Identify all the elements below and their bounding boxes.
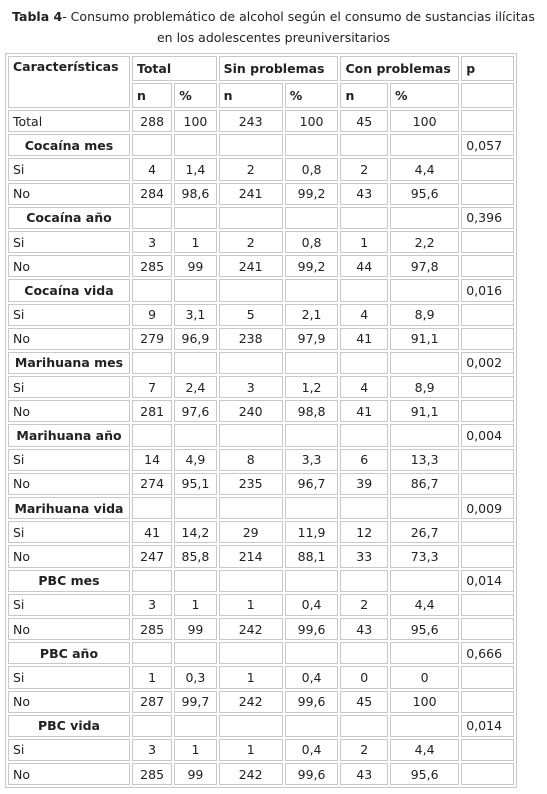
data-row: [8, 255, 514, 277]
p-blank: [461, 110, 514, 132]
total-n: 288: [132, 110, 172, 132]
empty-cell: [219, 134, 283, 156]
empty-cell: [340, 570, 388, 592]
empty-cell: [174, 570, 216, 592]
section-title: Marihuana vida: [8, 497, 130, 519]
p-blank: [461, 666, 514, 688]
row-label: No: [8, 691, 130, 713]
con-pct: 26,7: [390, 521, 459, 543]
data-row: [8, 231, 514, 253]
header-caracteristicas: Características: [8, 56, 130, 108]
sin-pct: 0,4: [285, 739, 339, 761]
p-blank: [461, 521, 514, 543]
sin-pct: 0,8: [285, 231, 339, 253]
empty-cell: [132, 570, 172, 592]
table-caption: [0, 0, 547, 48]
sin-n: 1: [219, 666, 283, 688]
p-value: 0,002: [461, 352, 514, 374]
sin-n: 241: [219, 183, 283, 205]
data-row: [8, 449, 514, 471]
total-pct: 4,9: [174, 449, 216, 471]
total-pct: 1: [174, 594, 216, 616]
data-row: [8, 376, 514, 398]
empty-cell: [132, 497, 172, 519]
total-n: 285: [132, 618, 172, 640]
con-n: 6: [340, 449, 388, 471]
total-n: 3: [132, 594, 172, 616]
sin-pct: 0,8: [285, 158, 339, 180]
header-con-n: n: [340, 83, 388, 108]
data-row: [8, 400, 514, 422]
data-row: [8, 618, 514, 640]
p-value: 0,016: [461, 279, 514, 301]
empty-cell: [390, 424, 459, 446]
total-n: 41: [132, 521, 172, 543]
total-pct: 98,6: [174, 183, 216, 205]
header-sin-problemas: Sin problemas: [219, 56, 339, 81]
total-pct: 96,9: [174, 328, 216, 350]
sin-pct: 97,9: [285, 328, 339, 350]
p-blank: [461, 739, 514, 761]
sin-pct: 88,1: [285, 545, 339, 567]
sin-n: 1: [219, 739, 283, 761]
empty-cell: [285, 424, 339, 446]
sin-n: 241: [219, 255, 283, 277]
row-label: No: [8, 328, 130, 350]
sin-pct: 3,3: [285, 449, 339, 471]
empty-cell: [340, 134, 388, 156]
con-n: 45: [340, 110, 388, 132]
empty-cell: [174, 715, 216, 737]
empty-cell: [285, 279, 339, 301]
empty-cell: [340, 352, 388, 374]
caption-line-2: en los adolescentes preuniversitarios: [156, 30, 391, 45]
total-pct: 95,1: [174, 473, 216, 495]
row-label: No: [8, 763, 130, 785]
row-label: Si: [8, 231, 130, 253]
empty-cell: [285, 715, 339, 737]
empty-cell: [340, 207, 388, 229]
header-row-1: [8, 56, 514, 81]
sin-pct: 99,6: [285, 763, 339, 785]
sin-pct: 96,7: [285, 473, 339, 495]
section-title: Cocaína vida: [8, 279, 130, 301]
p-value: 0,396: [461, 207, 514, 229]
empty-cell: [285, 352, 339, 374]
con-n: 2: [340, 158, 388, 180]
sin-pct: 99,6: [285, 618, 339, 640]
p-blank: [461, 473, 514, 495]
empty-cell: [132, 134, 172, 156]
header-p: p: [461, 56, 514, 81]
sin-n: 242: [219, 691, 283, 713]
sin-n: 242: [219, 618, 283, 640]
row-label: Si: [8, 594, 130, 616]
section-row: [8, 279, 514, 301]
total-n: 3: [132, 739, 172, 761]
row-label: No: [8, 473, 130, 495]
empty-cell: [340, 715, 388, 737]
total-pct: 85,8: [174, 545, 216, 567]
header-total-n: n: [132, 83, 172, 108]
section-title: Marihuana mes: [8, 352, 130, 374]
sin-n: 214: [219, 545, 283, 567]
con-pct: 4,4: [390, 158, 459, 180]
empty-cell: [285, 642, 339, 664]
p-blank: [461, 304, 514, 326]
row-label: No: [8, 618, 130, 640]
total-pct: 1: [174, 231, 216, 253]
empty-cell: [390, 207, 459, 229]
total-pct: 99: [174, 618, 216, 640]
header-total: Total: [132, 56, 217, 81]
empty-cell: [132, 642, 172, 664]
row-label: No: [8, 183, 130, 205]
con-n: 43: [340, 183, 388, 205]
sin-pct: 99,6: [285, 691, 339, 713]
p-blank: [461, 158, 514, 180]
p-blank: [461, 183, 514, 205]
con-pct: 97,8: [390, 255, 459, 277]
total-pct: 97,6: [174, 400, 216, 422]
header-con-problemas: Con problemas: [340, 56, 459, 81]
con-pct: 91,1: [390, 400, 459, 422]
empty-cell: [219, 715, 283, 737]
empty-cell: [132, 424, 172, 446]
data-table: [5, 53, 517, 788]
con-n: 2: [340, 594, 388, 616]
sin-pct: 11,9: [285, 521, 339, 543]
con-n: 0: [340, 666, 388, 688]
empty-cell: [174, 207, 216, 229]
empty-cell: [285, 207, 339, 229]
con-pct: 8,9: [390, 304, 459, 326]
sin-n: 29: [219, 521, 283, 543]
con-n: 41: [340, 400, 388, 422]
con-n: 33: [340, 545, 388, 567]
empty-cell: [174, 642, 216, 664]
con-n: 43: [340, 618, 388, 640]
section-row: [8, 497, 514, 519]
data-row: [8, 521, 514, 543]
total-n: 14: [132, 449, 172, 471]
row-label: Si: [8, 158, 130, 180]
sin-pct: 2,1: [285, 304, 339, 326]
sin-pct: 99,2: [285, 183, 339, 205]
section-title: PBC mes: [8, 570, 130, 592]
p-value: 0,004: [461, 424, 514, 446]
sin-pct: 98,8: [285, 400, 339, 422]
total-pct: 99: [174, 763, 216, 785]
total-pct: 1,4: [174, 158, 216, 180]
sin-n: 2: [219, 231, 283, 253]
sin-pct: 0,4: [285, 666, 339, 688]
total-n: 287: [132, 691, 172, 713]
section-row: [8, 207, 514, 229]
con-pct: 100: [390, 110, 459, 132]
p-blank: [461, 545, 514, 567]
row-label: Si: [8, 304, 130, 326]
row-label: Si: [8, 666, 130, 688]
header-con-pct: %: [390, 83, 459, 108]
section-title: Cocaína mes: [8, 134, 130, 156]
con-n: 4: [340, 376, 388, 398]
empty-cell: [219, 424, 283, 446]
empty-cell: [219, 497, 283, 519]
data-row: [8, 666, 514, 688]
row-label: Si: [8, 376, 130, 398]
sin-n: 8: [219, 449, 283, 471]
total-n: 281: [132, 400, 172, 422]
total-n: 284: [132, 183, 172, 205]
con-n: 2: [340, 739, 388, 761]
p-blank: [461, 328, 514, 350]
empty-cell: [390, 352, 459, 374]
total-n: 274: [132, 473, 172, 495]
total-label: Total: [8, 110, 130, 132]
sin-pct: 0,4: [285, 594, 339, 616]
total-n: 285: [132, 763, 172, 785]
sin-pct: 99,2: [285, 255, 339, 277]
con-n: 44: [340, 255, 388, 277]
p-value: 0,014: [461, 715, 514, 737]
con-pct: 4,4: [390, 594, 459, 616]
con-pct: 95,6: [390, 183, 459, 205]
sin-n: 3: [219, 376, 283, 398]
total-pct: 0,3: [174, 666, 216, 688]
total-n: 279: [132, 328, 172, 350]
data-row: [8, 594, 514, 616]
data-row: [8, 158, 514, 180]
sin-n: 243: [219, 110, 283, 132]
section-row: [8, 352, 514, 374]
header-sin-n: n: [219, 83, 283, 108]
data-row: [8, 763, 514, 785]
empty-cell: [340, 279, 388, 301]
sin-n: 2: [219, 158, 283, 180]
p-blank: [461, 400, 514, 422]
header-sin-pct: %: [285, 83, 339, 108]
empty-cell: [390, 279, 459, 301]
empty-cell: [340, 424, 388, 446]
empty-cell: [285, 134, 339, 156]
section-title: PBC año: [8, 642, 130, 664]
section-title: Cocaína año: [8, 207, 130, 229]
p-blank: [461, 231, 514, 253]
empty-cell: [285, 570, 339, 592]
con-pct: 2,2: [390, 231, 459, 253]
section-row: [8, 424, 514, 446]
con-n: 39: [340, 473, 388, 495]
empty-cell: [174, 134, 216, 156]
p-blank: [461, 691, 514, 713]
p-value: 0,009: [461, 497, 514, 519]
empty-cell: [390, 134, 459, 156]
data-row: [8, 473, 514, 495]
caption-line-1: [0, 6, 547, 27]
con-pct: 95,6: [390, 618, 459, 640]
total-pct: 100: [174, 110, 216, 132]
row-label: Si: [8, 521, 130, 543]
total-n: 7: [132, 376, 172, 398]
empty-cell: [174, 497, 216, 519]
total-pct: 1: [174, 739, 216, 761]
con-n: 41: [340, 328, 388, 350]
empty-cell: [219, 352, 283, 374]
empty-cell: [219, 207, 283, 229]
p-blank: [461, 618, 514, 640]
row-label: Si: [8, 449, 130, 471]
con-pct: 0: [390, 666, 459, 688]
p-blank: [461, 449, 514, 471]
section-row: [8, 642, 514, 664]
con-n: 12: [340, 521, 388, 543]
con-pct: 100: [390, 691, 459, 713]
empty-cell: [219, 279, 283, 301]
total-n: 247: [132, 545, 172, 567]
header-p-blank: [461, 83, 514, 108]
empty-cell: [174, 279, 216, 301]
sin-n: 5: [219, 304, 283, 326]
p-value: 0,014: [461, 570, 514, 592]
section-row: [8, 134, 514, 156]
total-pct: 99: [174, 255, 216, 277]
sin-pct: 100: [285, 110, 339, 132]
empty-cell: [390, 715, 459, 737]
sin-n: 242: [219, 763, 283, 785]
data-row: [8, 691, 514, 713]
header-total-pct: %: [174, 83, 216, 108]
empty-cell: [390, 642, 459, 664]
total-n: 285: [132, 255, 172, 277]
total-pct: 3,1: [174, 304, 216, 326]
con-n: 1: [340, 231, 388, 253]
section-row: [8, 715, 514, 737]
con-pct: 91,1: [390, 328, 459, 350]
empty-cell: [390, 570, 459, 592]
con-pct: 95,6: [390, 763, 459, 785]
caption-label: Tabla 4: [12, 9, 63, 24]
section-title: PBC vida: [8, 715, 130, 737]
data-row: [8, 328, 514, 350]
total-pct: 2,4: [174, 376, 216, 398]
row-label: No: [8, 255, 130, 277]
p-value: 0,666: [461, 642, 514, 664]
con-pct: 4,4: [390, 739, 459, 761]
total-pct: 99,7: [174, 691, 216, 713]
empty-cell: [132, 279, 172, 301]
data-row: [8, 183, 514, 205]
con-n: 4: [340, 304, 388, 326]
total-n: 1: [132, 666, 172, 688]
p-value: 0,057: [461, 134, 514, 156]
total-n: 3: [132, 231, 172, 253]
empty-cell: [132, 352, 172, 374]
con-pct: 8,9: [390, 376, 459, 398]
row-label: Si: [8, 739, 130, 761]
data-row: [8, 739, 514, 761]
data-row: [8, 545, 514, 567]
total-row: [8, 110, 514, 132]
data-row: [8, 304, 514, 326]
con-pct: 73,3: [390, 545, 459, 567]
section-title: Marihuana año: [8, 424, 130, 446]
empty-cell: [132, 715, 172, 737]
empty-cell: [219, 570, 283, 592]
con-pct: 86,7: [390, 473, 459, 495]
section-row: [8, 570, 514, 592]
con-n: 43: [340, 763, 388, 785]
sin-n: 1: [219, 594, 283, 616]
empty-cell: [219, 642, 283, 664]
sin-n: 240: [219, 400, 283, 422]
total-n: 4: [132, 158, 172, 180]
total-n: 9: [132, 304, 172, 326]
empty-cell: [174, 424, 216, 446]
row-label: No: [8, 545, 130, 567]
empty-cell: [340, 642, 388, 664]
empty-cell: [285, 497, 339, 519]
caption-text: - Consumo problemático de alcohol según el consumo de sustancias ilícitas: [62, 9, 535, 24]
sin-n: 235: [219, 473, 283, 495]
empty-cell: [132, 207, 172, 229]
p-blank: [461, 594, 514, 616]
p-blank: [461, 763, 514, 785]
empty-cell: [174, 352, 216, 374]
con-pct: 13,3: [390, 449, 459, 471]
empty-cell: [340, 497, 388, 519]
p-blank: [461, 376, 514, 398]
total-pct: 14,2: [174, 521, 216, 543]
p-blank: [461, 255, 514, 277]
row-label: No: [8, 400, 130, 422]
sin-n: 238: [219, 328, 283, 350]
sin-pct: 1,2: [285, 376, 339, 398]
con-n: 45: [340, 691, 388, 713]
empty-cell: [390, 497, 459, 519]
